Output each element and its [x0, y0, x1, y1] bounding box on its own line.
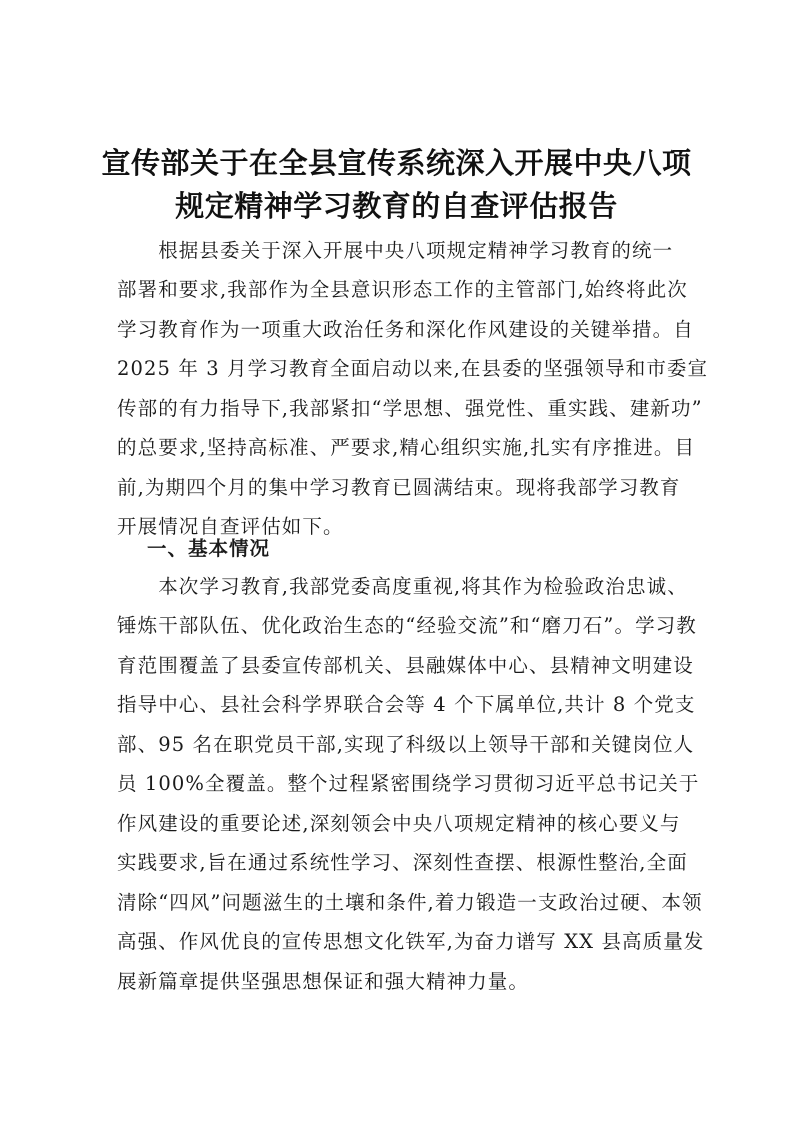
intro-line: 的总要求,坚持高标准、严要求,精心组织实施,扎实有序推进。目 — [117, 436, 696, 459]
section-1-line: 清除“四风”问题滋生的土壤和条件,着力锻造一支政治过硬、本领 — [117, 891, 703, 914]
document-title-line-1: 宣传部关于在全县宣传系统深入开展中央八项 — [101, 146, 692, 180]
intro-line: 根据县委关于深入开展中央八项规定精神学习教育的统一 — [117, 239, 674, 262]
intro-line: 前,为期四个月的集中学习教育已圆满结束。现将我部学习教育 — [117, 476, 681, 499]
section-1-line: 锤炼干部队伍、优化政治生态的“经验交流”和“磨刀石”。学习教 — [117, 614, 697, 637]
section-1-line: 作风建设的重要论述,深刻领会中央八项规定精神的核心要义与 — [117, 812, 681, 835]
section-heading-basic-situation: 一、基本情况 — [147, 537, 271, 560]
section-1-line: 员 100%全覆盖。整个过程紧密围绕学习贯彻习近平总书记关于 — [117, 772, 700, 795]
intro-line: 部署和要求,我部作为全县意识形态工作的主管部门,始终将此次 — [117, 278, 688, 301]
section-1-line: 部、95 名在职党员干部,实现了科级以上领导干部和关键岗位人 — [117, 733, 695, 756]
section-1-line: 实践要求,旨在通过系统性学习、深刻性查摆、根源性整治,全面 — [117, 851, 688, 874]
intro-line: 开展情况自查评估如下。 — [117, 515, 344, 538]
intro-line: 学习教育作为一项重大政治任务和深化作风建设的关键举措。自 — [117, 318, 694, 341]
intro-line: 传部的有力指导下,我部紧扣“学思想、强党性、重实践、建新功” — [117, 397, 703, 420]
section-1-line: 展新篇章提供坚强思想保证和强大精神力量。 — [117, 970, 530, 993]
section-1-line: 指导中心、县社会科学界联合会等 4 个下属单位,共计 8 个党支 — [117, 693, 696, 716]
section-1-line: 高强、作风优良的宣传思想文化铁军,为奋力谱写 XX 县高质量发 — [117, 930, 705, 953]
section-1-line: 本次学习教育,我部党委高度重视,将其作为检验政治忠诚、 — [117, 575, 688, 598]
document-title-line-2: 规定精神学习教育的自查评估报告 — [175, 189, 618, 223]
section-1-line: 育范围覆盖了县委宣传部机关、县融媒体中心、县精神文明建设 — [117, 654, 694, 677]
intro-line: 2025 年 3 月学习教育全面启动以来,在县委的坚强领导和市委宣 — [117, 357, 709, 380]
